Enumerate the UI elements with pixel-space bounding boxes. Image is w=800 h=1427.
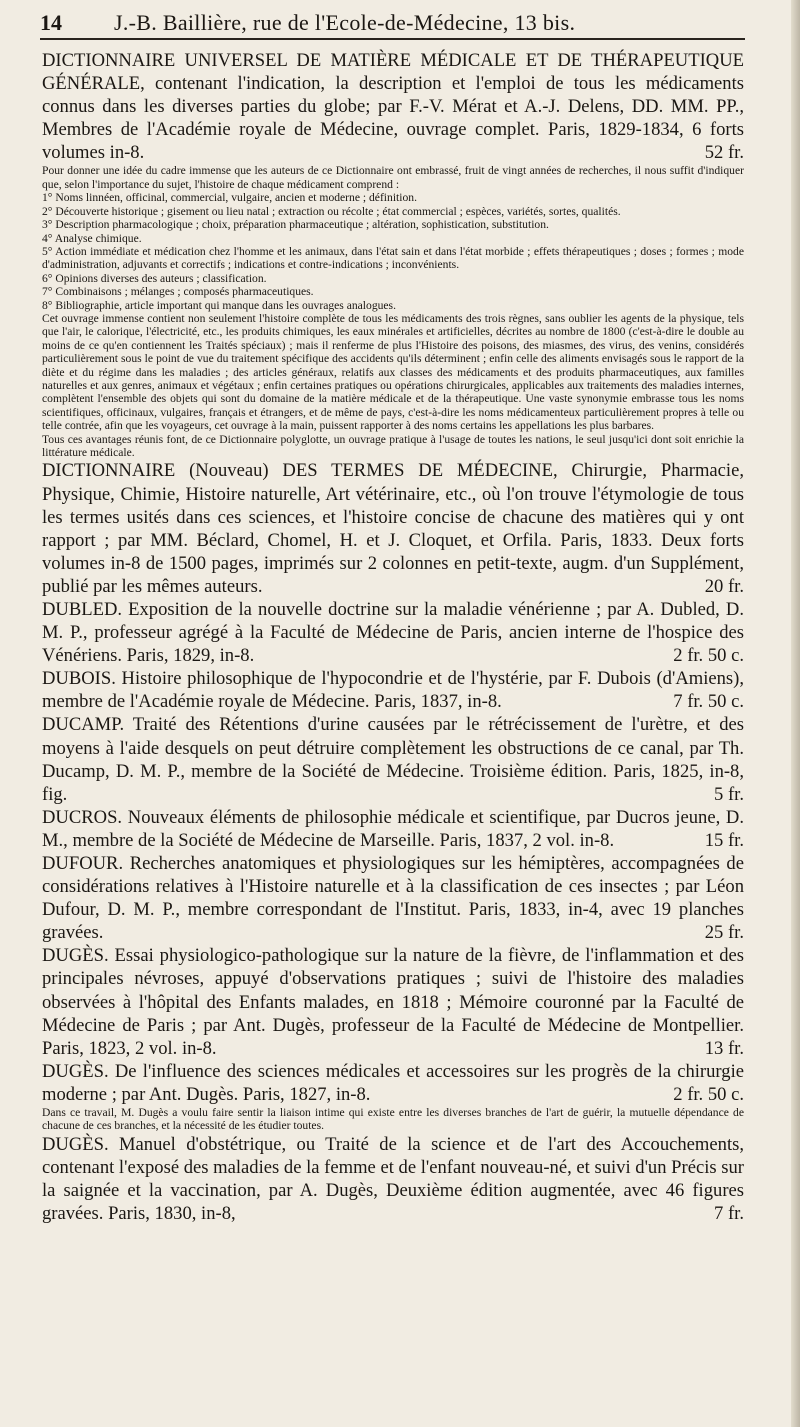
entry-text: DUBLED. Exposition de la nouvelle doctrine sur la maladie vénérienne ; par A. Dubled, D. M. P., professeur agrégé à la Faculté de Médecine de Paris, ancien interne de l'hospice des Vénériens. Paris, 1829, in-8. [42, 598, 744, 667]
running-header [40, 8, 745, 40]
catalogue-entry [42, 944, 744, 1059]
entry-price: 7 fr. [714, 1203, 744, 1225]
entry-note [42, 299, 744, 312]
entry-price: 2 fr. 50 c. [673, 1083, 744, 1105]
catalogue-entry [42, 806, 744, 852]
entry-note [42, 272, 744, 285]
entry-price: 13 fr. [704, 1037, 744, 1059]
entry-text: DUGÈS. Essai physiologico-pathologique sur la nature de la fièvre, de l'inflammation et des principales névroses, appuyé d'observations pratiques ; suivi de l'histoire des maladies observées à l'hôpital des Enfants malades, en 1818 ; Mémoire couronné par la Faculté de Médecine de Paris ; par Ant. Dugès, professeur de la Faculté de Médecine de Montpellier. Paris, 1823, 2 vol. in-8. [42, 945, 744, 1059]
entry-text: 7° Combinaisons ; mélanges ; composés pharmaceutiques. [42, 285, 314, 299]
entry-price: 52 fr. [704, 142, 744, 164]
entry-text: DUCAMP. Traité des Rétentions d'urine causées par le rétrécissement de l'urètre, et des moyens à l'aide desquels on peut détruire complètement les obstructions de ce canal, par Th. Ducamp, D. M. P., membre de la Société de Médecine. Troisième édition. Paris, 1825, in-8, fig. [42, 714, 744, 805]
entry-note [42, 191, 744, 204]
entry-text: Cet ouvrage immense contient non seulement l'histoire complète de tous les médicaments des trois règnes, sans oublier les agents de la physique, tels que l'air, le calorique, l'électricité, etc., les produits chimiques, les eaux minérales et artificielles, décrites au nombre de 1800 (c'est-à-dire le double au moins de ce qu'en contiennent les Traités spéciaux) ; mais il renferme de plus l'Histoire des poisons, des miasmes, des virus, des venins, considérés particulièrement sous le point de vue du traitement spécifique des accidents qu'ils déterminent ; enfin celle des aliments envisagés sous le rapport de la diète et du régime dans les maladies ; des articles généraux, relatifs aux classes des médicaments et des produits pharmaceutiques, aux familles naturelles et aux genres, animaux et végétaux ; enfin certaines pratiques ou opérations chirurgicales, applicables aux traitements des maladies internes, complètent l'ensemble des objets qui sont du domaine de la matière médicale et de la thérapeutique. Une vaste synonymie embrasse tous les noms scientifiques, officinaux, vulgaires, français et étrangers, et de même de pays, c'est-à-dire les noms médicamenteux particulièrement propres à telle ou telle contrée, afin que les voyageurs, cet ouvrage à la main, puissent rapporter à des noms certains les appellations les plus barbares. [42, 311, 744, 433]
entry-note [42, 245, 744, 272]
catalogue-entry [42, 852, 744, 944]
entry-price: 20 fr. [704, 575, 744, 597]
catalogue-entry [42, 459, 744, 598]
entry-text: 1° Noms linnéen, officinal, commercial, vulgaire, ancien et moderne ; définition. [42, 191, 417, 205]
entry-note [42, 218, 744, 231]
entry-text: Pour donner une idée du cadre immense que les auteurs de ce Dictionnaire ont embrassé, fruit de vingt années de recherches, il nous suffit d'indiquer que, selon l'importance du sujet, l'histoire de chaque médicament comprend : [42, 164, 744, 191]
entry-note [42, 232, 744, 245]
catalogue-entry [42, 1060, 744, 1106]
entry-text: 4° Analyse chimique. [42, 231, 142, 245]
page-edge [791, 0, 800, 1427]
entry-price: 15 fr. [704, 829, 744, 851]
catalogue-entry [42, 667, 744, 713]
entry-note [42, 164, 744, 191]
entry-note [42, 205, 744, 218]
entry-text: Dans ce travail, M. Dugès a voulu faire sentir la liaison intime qui existe entre les diverses branches de l'art de guérir, la mutuelle dépendance de chacune de ces branches, et la nécessité de les étudier toutes. [42, 1106, 744, 1133]
entry-price: 25 fr. [704, 922, 744, 944]
catalogue-text [42, 49, 744, 1225]
entry-text: 2° Découverte historique ; gisement ou lieu natal ; extraction ou récolte ; état commercial ; espèces, variétés, sortes, qualités. [42, 204, 621, 218]
entry-text: 3° Description pharmacologique ; choix, préparation pharmaceutique ; altération, sophistication, substitution. [42, 218, 549, 232]
catalogue-entry [42, 713, 744, 805]
entry-note [42, 312, 744, 433]
entry-text: DUFOUR. Recherches anatomiques et physiologiques sur les hémiptères, accompagnées de considérations relatives à l'Histoire naturelle et à la classification de ces insectes ; par Léon Dufour, D. M. P., membre correspondant de l'Institut. Paris, 1833, in-4, avec 19 planches gravées. [42, 853, 744, 944]
entry-note [42, 285, 744, 298]
page-number: 14 [40, 10, 62, 35]
entry-text: Tous ces avantages réunis font, de ce Dictionnaire polyglotte, un ouvrage pratique à l'usage de toutes les nations, le seul jusqu'ici dont soit enrichie la littérature médicale. [42, 432, 744, 459]
entry-text: 6° Opinions diverses des auteurs ; classification. [42, 271, 267, 285]
entry-text: 5° Action immédiate et médication chez l'homme et les animaux, dans l'état sain et dans l'état morbide ; effets thérapeutiques ; doses ; formes ; mode d'administration, adjuvants et correctifs ; indications et contre-indications ; inconvénients. [42, 244, 744, 272]
entry-text: 8° Bibliographie, article important qui manque dans les ouvrages analogues. [42, 298, 396, 312]
entry-text: DUBOIS. Histoire philosophique de l'hypocondrie et de l'hystérie, par F. Dubois (d'Amiens), membre de l'Académie royale de Médecine. Paris, 1837, in-8. [42, 668, 744, 713]
entry-text: DUGÈS. De l'influence des sciences médicales et accessoires sur les progrès de la chirurgie moderne ; par Ant. Dugès. Paris, 1827, in-8. [42, 1060, 744, 1105]
entry-price: 5 fr. [714, 783, 744, 805]
catalogue-entry [42, 598, 744, 667]
catalogue-entry [42, 1133, 744, 1225]
entry-note [42, 433, 744, 460]
entry-price: 2 fr. 50 c. [673, 645, 744, 667]
entry-note [42, 1106, 744, 1133]
entry-text: DICTIONNAIRE UNIVERSEL DE MATIÈRE MÉDICALE ET DE THÉRAPEUTIQUE GÉNÉRALE, contenant l'indication, la description et l'emploi de tous les médicaments connus dans les diverses parties du globe; par F.-V. Mérat et A.-J. Delens, DD. MM. PP., Membres de l'Académie royale de Médecine, ouvrage complet. Paris, 1829-1834, 6 forts volumes in-8. [42, 50, 744, 164]
entry-price: 7 fr. 50 c. [673, 691, 744, 713]
catalogue-entry [42, 49, 744, 164]
entry-text: DUGÈS. Manuel d'obstétrique, ou Traité de la science et de l'art des Accouchements, contenant l'exposé des maladies de la femme et de l'enfant nouveau-né, et suivi d'un Précis sur la saignée et la vaccination, par A. Dugès, Deuxième édition augmentée, avec 46 figures gravées. Paris, 1830, in-8, [42, 1133, 744, 1225]
publisher-imprint: J.-B. Baillière, rue de l'Ecole-de-Médecine, 13 bis. [114, 10, 576, 35]
entry-text: DUCROS. Nouveaux éléments de philosophie médicale et scientifique, par Ducros jeune, D. M., membre de la Société de Médecine de Marseille. Paris, 1837, 2 vol. in-8. [42, 806, 744, 851]
entry-text: DICTIONNAIRE (Nouveau) DES TERMES DE MÉDECINE, Chirurgie, Pharmacie, Physique, Chimie, Histoire naturelle, Art vétérinaire, etc., où l'on trouve l'étymologie de tous les termes usités dans ces sciences, et l'histoire concise de chacune des matières qui y ont rapport ; par MM. Béclard, Chomel, H. et J. Cloquet, et Orfila. Paris, 1833. Deux forts volumes in-8 de 1500 pages, imprimés sur 2 colonnes en petit-texte, augm. d'un Supplément, publié par les mêmes auteurs. [42, 460, 744, 597]
